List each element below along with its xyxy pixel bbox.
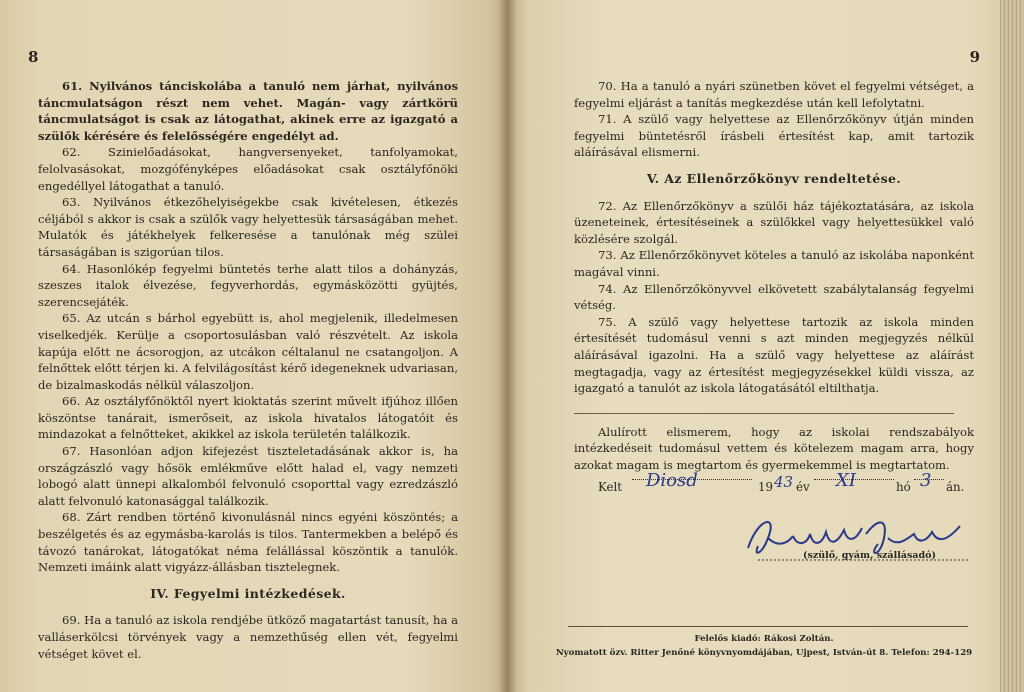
year-prefix: 19 bbox=[758, 480, 774, 495]
paragraph-67: 67. Hasonlóan adjon kifejezést tiszteletadásának akkor is, ha országzászló vagy hősök emlékműve előtt halad el, vagy nemzeti lobogó alatt ünnepi alkalomból felvonuló csoporttal vagy ezredzászló alatt felvonuló katonasággal találkozik. bbox=[38, 444, 458, 508]
left-text-column bbox=[38, 78, 458, 662]
paragraph-68: 68. Zárt rendben történő kivonulásnál nincs egyéni köszöntés; a beszélgetés és az egymásba-karolás is tilos. Tantermekben a belépő és távozó tanárokat, látogatókat néma felállással köszöntik a tanulók. Nemzeti imáink alatt vigyázz-állásban tisztelegnek. bbox=[38, 510, 458, 575]
paragraph-66: 66. Az osztályfőnöktől nyert kioktatás szerint művelt ifjúhoz illően köszöntse tanárait, ismerőseit, az iskola hivatalos látogatóit és mindazokat a felnőtteket, akikkel az iskola területén találkozik. bbox=[38, 394, 458, 442]
paragraph-65: 65. Az utcán s bárhol egyebütt is, ahol megjelenik, illedelmesen viselkedjék. Kerülje a csoportosulásban való részvételt. Az iskola kapúja előtt ne ácsorogjon, az utcákon céltalanul ne csatangoljon. A felnőttek előtt térjen ki. A felvilágosítást kérő idegeneknek udvariasan, de bizalmaskodás nélkül válaszoljon. bbox=[38, 311, 458, 392]
page-edges bbox=[1000, 0, 1024, 692]
year-handwritten: 43 bbox=[774, 473, 794, 492]
paragraph-73: 73. Az Ellenőrzőkönyvet köteles a tanuló az iskolába naponként magával vinni. bbox=[574, 248, 974, 279]
footer-rule bbox=[568, 626, 968, 627]
paragraph-70: 70. Ha a tanuló a nyári szünetben követ el fegyelmi vétséget, a fegyelmi eljárást a tanítás megkezdése után kell lefolytatni. bbox=[574, 79, 974, 110]
declaration-text: Alulírott elismerem, hogy az iskolai rendszabályok intézkedéseit tudomásul vettem és kötelezem magam arra, hogy azokat magam is megtartom és gyermekemmel is megtartatom. bbox=[574, 424, 974, 472]
place-handwritten: Diosd bbox=[646, 470, 698, 492]
divider-line bbox=[574, 413, 954, 414]
page-number-left: 8 bbox=[28, 48, 39, 66]
month-handwritten: XI bbox=[836, 470, 856, 492]
book-gutter bbox=[499, 0, 517, 692]
right-text-column bbox=[574, 78, 974, 505]
paragraph-71: 71. A szülő vagy helyettese az Ellenőrzőkönyv útján minden fegyelmi büntetésről írásbeli értesítést kap, amit tartozik aláírásával elismerni. bbox=[574, 112, 974, 160]
right-page bbox=[508, 0, 1008, 692]
paragraph-75: 75. A szülő vagy helyettese tartozik az iskola minden értesítését tudomásul venni s azt minden megjegyzés nélkül aláírásával igazolni. Ha a szülő vagy helyettese az aláírást megtagadja, vagy az értesítést megjegyzésekkel küldi vissza, az igazgató a tanulót az iskola látogatásától eltilthatja. bbox=[574, 314, 974, 396]
date-line bbox=[574, 470, 974, 505]
year-label: év bbox=[796, 480, 810, 495]
month-label: hó bbox=[896, 480, 911, 495]
paragraph-62: 62. Szinielőadásokat, hangversenyeket, tanfolyamokat, felolvasásokat, mozgófényképes előadásokat csak osztályfőnöki engedéllyel látogathat a tanuló. bbox=[38, 145, 458, 193]
day-label: án. bbox=[946, 480, 965, 495]
paragraph-61: 61. Nyilvános tánciskolába a tanuló nem járhat, nyilvános táncmulatságon részt nem vehet. Magán- vagy zártkörü táncmulatságot is csak az látogathat, akinek erre az igazgató a szülők kérésére és felelősségére engedélyt ad. bbox=[38, 79, 458, 143]
paragraph-63: 63. Nyilvános étkezőhelyiségekbe csak kivételesen, étkezés céljából s akkor is csak a szülők vagy helyettesük társaságában mehet. Mulatók és játékhelyek felkeresése a tanulónak még szülei társaságában is szigorúan tilos. bbox=[38, 195, 458, 259]
printer-footer bbox=[554, 632, 974, 660]
kelt-label: Kelt bbox=[598, 480, 622, 495]
paragraph-64: 64. Hasonlókép fegyelmi büntetés terhe alatt tilos a dohányzás, szeszes italok élvezése, fegyverhordás, egymásközötti gyüjtés, szerencsejáték. bbox=[38, 261, 458, 309]
left-page bbox=[0, 0, 508, 692]
signature-caption: (szülő, gyám, szállásadó) bbox=[803, 550, 936, 561]
paragraph-74: 74. Az Ellenőrzőkönyvvel elkövetett szabálytalanság fegyelmi vétség. bbox=[574, 281, 974, 313]
footer-printer: Nyomatott özv. Ritter Jenőné könyvnyomdájában, Ujpest, István-út 8. Telefon: 294-129 bbox=[555, 648, 973, 658]
day-handwritten: 3 bbox=[920, 470, 932, 492]
page-number-right: 9 bbox=[969, 48, 980, 66]
signature-image bbox=[738, 508, 978, 578]
section-heading-iv: IV. Fegyelmi intézkedések. bbox=[150, 585, 346, 601]
paragraph-72: 72. Az Ellenőrzőkönyv a szülői ház tájékoztatására, az iskola üzeneteinek, értesítéseinek a szülőkkel vagy helyettesükkel való közlésére szolgál. bbox=[574, 198, 974, 246]
footer-publisher: Felelős kiadó: Rákosi Zoltán. bbox=[694, 634, 834, 644]
section-heading-v: V. Az Ellenőrzőkönyv rendeltetése. bbox=[646, 170, 902, 186]
paragraph-69: 69. Ha a tanuló az iskola rendjébe ütköző magatartást tanusít, ha a valláserkölcsi törvények vagy a nemzethűség ellen vét, fegyelmi vétséget követ el. bbox=[38, 613, 458, 661]
